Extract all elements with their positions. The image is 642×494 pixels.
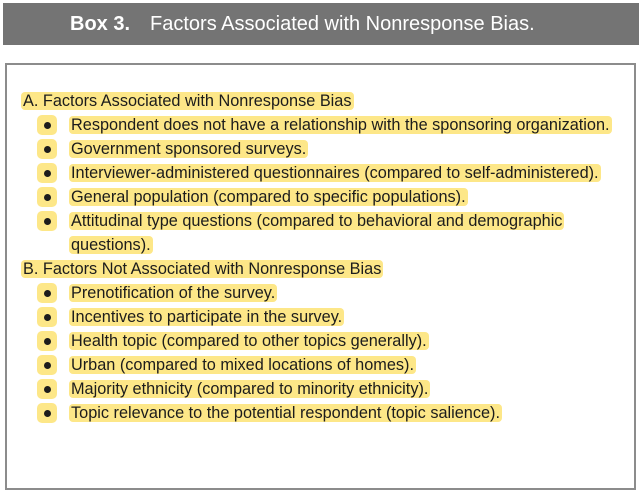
list-item-text: Incentives to participate in the survey. <box>71 308 343 326</box>
bullet-icon <box>37 163 57 183</box>
list-item-text: Respondent does not have a relationship with the sponsoring organization. <box>71 116 610 134</box>
list-item-text-wrap <box>69 401 619 425</box>
list-item-text-wrap <box>69 353 619 377</box>
list-item <box>21 329 619 353</box>
box-header <box>3 3 639 45</box>
list-item-text-wrap <box>69 113 619 137</box>
list-item-text: Health topic (compared to other topics generally). <box>71 332 427 350</box>
bullet-icon <box>37 139 57 159</box>
list-item-text: Prenotification of the survey. <box>71 284 276 302</box>
list-item <box>21 401 619 425</box>
list-item-text: Majority ethnicity (compared to minority ethnicity). <box>71 380 429 398</box>
bullet-icon <box>37 307 57 327</box>
list-item-text: Topic relevance to the potential respondent (topic salience). <box>71 404 500 422</box>
list-item <box>21 161 619 185</box>
bullet-icon <box>37 403 57 423</box>
bullet-icon <box>37 283 57 303</box>
section-heading-a-text: A. Factors Associated with Nonresponse Bias <box>23 92 352 110</box>
list-item-text: Government sponsored surveys. <box>71 140 307 158</box>
list-item-text-wrap <box>69 377 619 401</box>
bullet-icon <box>37 187 57 207</box>
box-label: Box 3. <box>70 12 131 35</box>
list-item <box>21 137 619 161</box>
box-content <box>21 89 619 425</box>
bullet-icon <box>37 355 57 375</box>
list-item <box>21 377 619 401</box>
list-item-text: Interviewer-administered questionnaires (compared to self-administered). <box>71 164 599 182</box>
list-item-text: Attitudinal type questions (compared to behavioral and demographic questions). <box>71 212 563 254</box>
list-item-text-wrap <box>69 209 619 257</box>
list-item <box>21 281 619 305</box>
list-item <box>21 353 619 377</box>
list-item-text-wrap <box>69 305 619 329</box>
list-item-text-wrap <box>69 137 619 161</box>
bullet-icon <box>37 379 57 399</box>
list-item-text-wrap <box>69 281 619 305</box>
list-item-text-wrap <box>69 329 619 353</box>
list-item <box>21 209 619 257</box>
list-item <box>21 185 619 209</box>
factor-list-b <box>21 281 619 425</box>
list-item-text-wrap <box>69 185 619 209</box>
list-item <box>21 113 619 137</box>
bullet-icon <box>37 331 57 351</box>
list-item-text: General population (compared to specific populations). <box>71 188 466 206</box>
factor-list-a <box>21 113 619 257</box>
list-item <box>21 305 619 329</box>
bullet-icon <box>37 211 57 231</box>
section-heading-b-text: B. Factors Not Associated with Nonresponse Bias <box>23 260 382 278</box>
box-title: Factors Associated with Nonresponse Bias. <box>150 12 535 35</box>
section-heading-b <box>21 257 619 281</box>
list-item-text-wrap <box>69 161 619 185</box>
bullet-icon <box>37 115 57 135</box>
list-item-text: Urban (compared to mixed locations of homes). <box>71 356 414 374</box>
section-heading-a <box>21 89 619 113</box>
